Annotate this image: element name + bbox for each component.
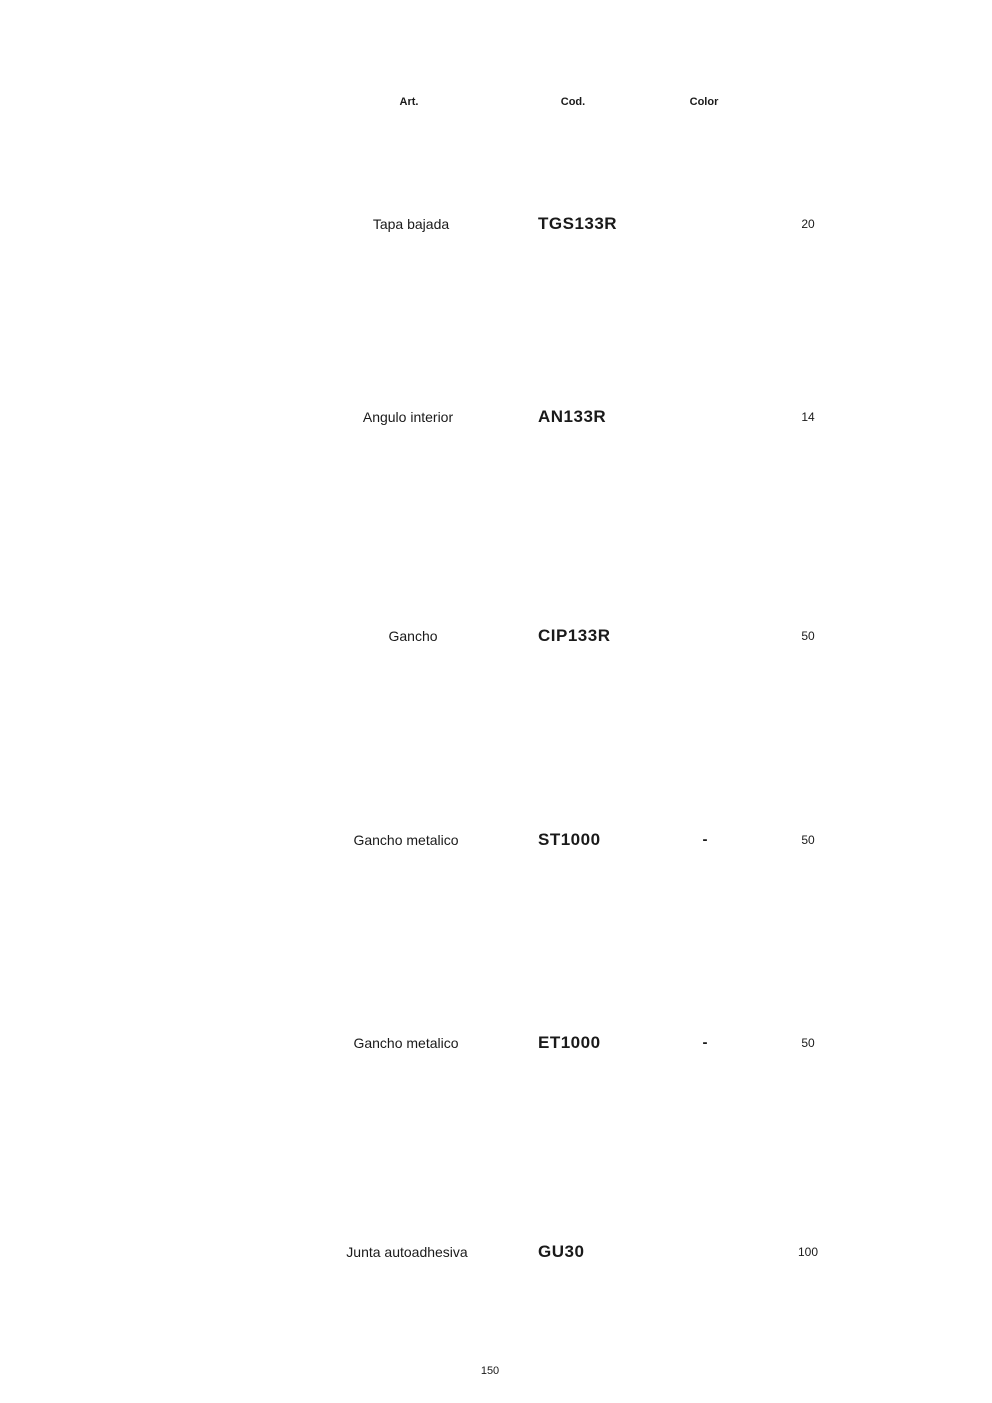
product-code: AN133R bbox=[538, 407, 607, 426]
table-row bbox=[0, 1033, 992, 1053]
quantity: 100 bbox=[797, 1245, 819, 1259]
column-header-color: Color bbox=[689, 96, 719, 108]
quantity: 20 bbox=[801, 217, 815, 231]
table-row bbox=[0, 1242, 992, 1262]
product-code: ST1000 bbox=[538, 830, 601, 849]
quantity: 14 bbox=[801, 410, 815, 424]
quantity: 50 bbox=[801, 629, 815, 643]
article-name: Junta autoadhesiva bbox=[346, 1244, 468, 1260]
product-code: TGS133R bbox=[538, 214, 618, 233]
product-code: CIP133R bbox=[538, 626, 611, 645]
page-number: 150 bbox=[480, 1365, 500, 1377]
column-header-art: Art. bbox=[399, 96, 419, 108]
table-row bbox=[0, 407, 992, 427]
article-name: Tapa bajada bbox=[372, 216, 450, 232]
article-name: Angulo interior bbox=[362, 409, 454, 425]
article-name: Gancho metalico bbox=[353, 832, 459, 848]
article-name: Gancho metalico bbox=[353, 1035, 459, 1051]
quantity: 50 bbox=[801, 833, 815, 847]
table-row bbox=[0, 214, 992, 234]
color-value: - bbox=[702, 1034, 708, 1051]
quantity: 50 bbox=[801, 1036, 815, 1050]
product-code: GU30 bbox=[538, 1242, 585, 1261]
article-name: Gancho bbox=[388, 628, 438, 644]
table-row bbox=[0, 626, 992, 646]
column-header-cod: Cod. bbox=[560, 96, 586, 108]
product-code: ET1000 bbox=[538, 1033, 601, 1052]
color-value: - bbox=[702, 831, 708, 848]
table-row bbox=[0, 830, 992, 850]
